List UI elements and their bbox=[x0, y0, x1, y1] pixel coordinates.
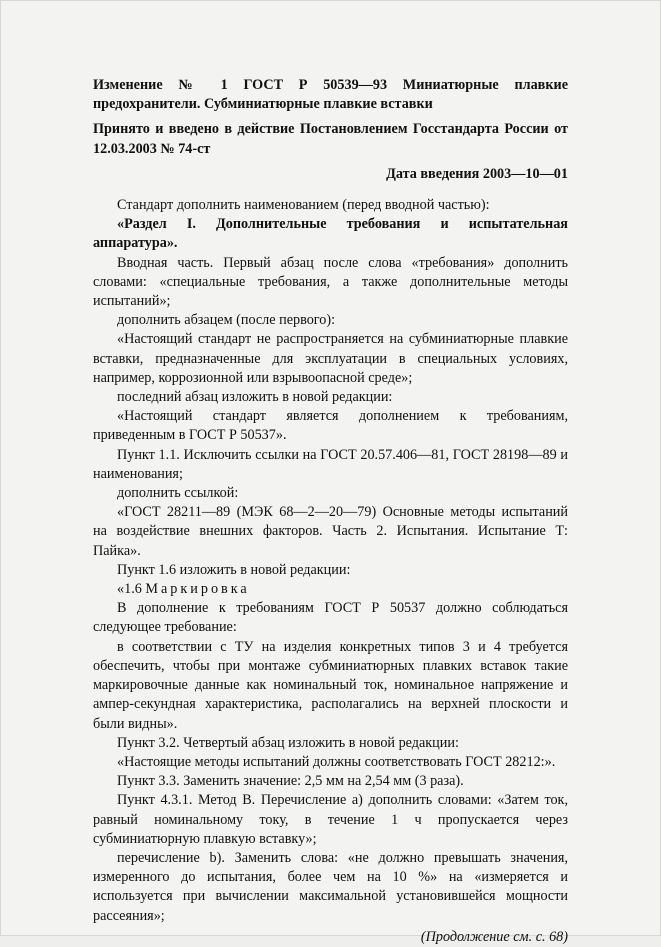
paragraph: «Настоящий стандарт является дополнением к требованиям, приведенным в ГОСТ Р 50537». bbox=[93, 408, 568, 444]
paragraph: Пункт 1.1. Исключить ссылки на ГОСТ 20.57.406—81, ГОСТ 28198—89 и наименования; bbox=[93, 446, 568, 482]
section-heading: «Раздел I. Дополнительные требования и испытательная аппаратура». bbox=[93, 216, 568, 252]
document-body bbox=[93, 196, 568, 926]
paragraph: в соответствии с ТУ на изделия конкретных типов 3 и 4 требуется обеспечить, чтобы при монтаже субминиатюрных плавких вставок такие маркировочные данные как номинальный ток, номинальное напряжение и ампер-секундная характеристика, располагались на верхней плоскости и были видны». bbox=[93, 638, 568, 732]
paragraph: последний абзац изложить в новой редакции: bbox=[117, 389, 393, 406]
paragraph: Пункт 1.6 изложить в новой редакции: bbox=[117, 561, 351, 578]
paragraph: «Настоящий стандарт не распространяется на субминиатюрные плавкие вставки, предназначенные для эксплуатации в специальных условиях, например, коррозионной или взрывоопасной среде»; bbox=[93, 331, 568, 386]
paragraph: Вводная часть. Первый абзац после слова «требования» дополнить словами: «специальные требования, а также дополнительные методы испытаний»; bbox=[93, 254, 568, 310]
document-content bbox=[93, 76, 568, 947]
clause-heading bbox=[93, 580, 568, 599]
paragraph: Пункт 3.2. Четвертый абзац изложить в новой редакции: bbox=[117, 734, 459, 751]
effective-date: Дата введения 2003—10—01 bbox=[386, 165, 568, 182]
paragraph: Пункт 3.3. Заменить значение: 2,5 мм на 2,54 мм (3 раза). bbox=[117, 773, 464, 790]
paragraph: дополнить ссылкой: bbox=[117, 485, 239, 502]
paragraph: «Настоящие методы испытаний должны соответствовать ГОСТ 28212:». bbox=[117, 753, 556, 770]
adoption-statement: Принято и введено в действие Постановлением Госстандарта России от 12.03.2003 № 74-ст bbox=[93, 121, 568, 157]
continuation-note: (Продолжение см. с. 68) bbox=[420, 928, 568, 945]
amendment-title: Изменение № 1 ГОСТ Р 50539—93 Миниатюрные плавкие предохранители. Субминиатюрные плавкие вставки bbox=[93, 77, 568, 113]
paragraph: Стандарт дополнить наименованием (перед вводной частью): bbox=[117, 197, 490, 214]
clause-number: «1.6 bbox=[117, 581, 142, 598]
clause-title: Маркировка bbox=[145, 581, 250, 598]
paragraph: перечисление b). Заменить слова: «не должно превышать значения, измеренного до испытания, более чем на 10 %» на «измеряется и используется при вычислении максимальной установившейся мощности рассеяния»; bbox=[93, 849, 568, 924]
paragraph: Пункт 4.3.1. Метод В. Перечисление а) дополнить словами: «Затем ток, равный номинальному току, в течение 1 ч пропускается через субминиатюрную плавкую вставку»; bbox=[93, 792, 568, 847]
paragraph: дополнить абзацем (после первого): bbox=[117, 312, 336, 329]
paragraph: «ГОСТ 28211—89 (МЭК 68—2—20—79) Основные методы испытаний на воздействие внешних факторов. Часть 2. Испытания. Испытание Т: Пайка». bbox=[93, 504, 568, 559]
paragraph: В дополнение к требованиям ГОСТ Р 50537 должно соблюдаться следующее требование: bbox=[93, 600, 568, 636]
